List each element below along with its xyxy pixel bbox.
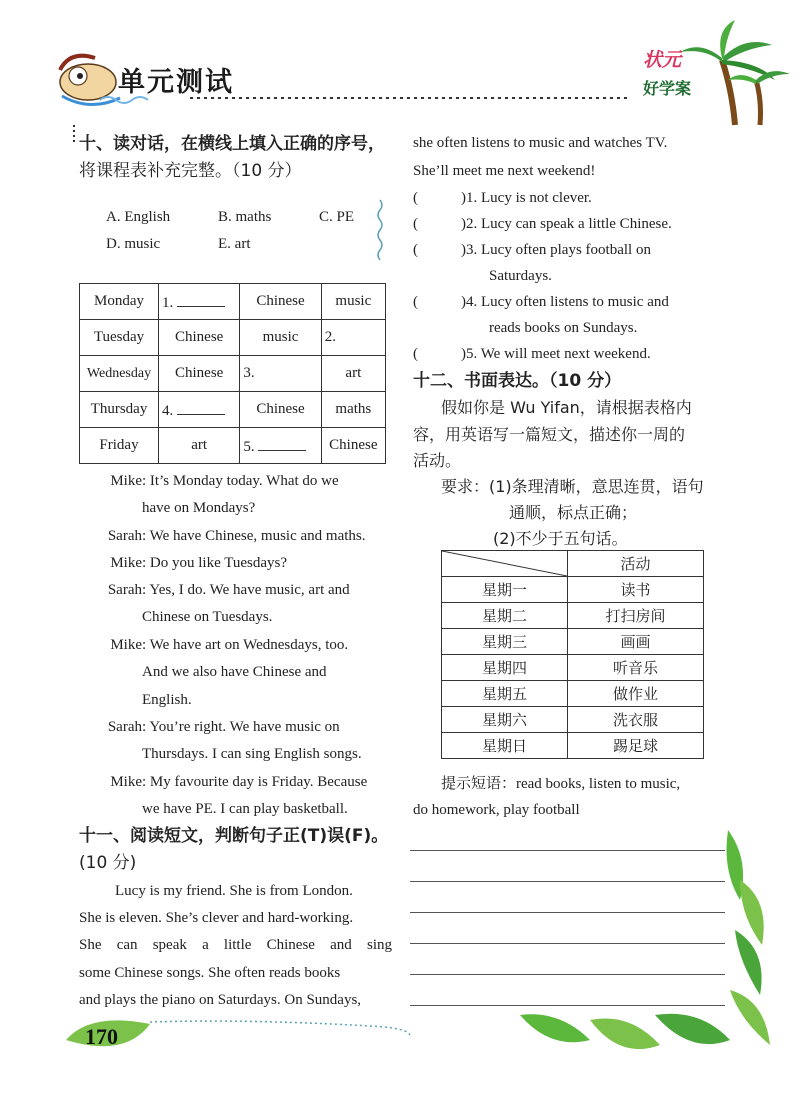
activity-cell: 做作业	[568, 681, 704, 707]
unit-test-title: 单元测试	[118, 67, 234, 98]
answer-blank[interactable]	[258, 436, 306, 451]
dialogue-line: Sarah: You’re right. We have music on	[86, 714, 340, 741]
blank-cell[interactable]	[240, 428, 321, 464]
activity-cell: 打扫房间	[568, 603, 704, 629]
writing-line[interactable]	[410, 850, 725, 851]
weekday-cell: 星期二	[442, 603, 568, 629]
speaker-name: Sarah	[107, 719, 142, 735]
weekday-cell: 星期一	[442, 577, 568, 603]
dialogue-line: Mike: Do you like Tuesdays?	[86, 550, 287, 577]
palm-tree-icon	[680, 20, 790, 125]
dialogue-text: Yes, I do. We have music, art and	[149, 582, 350, 598]
passage-line: She is eleven. She’s clever and hard-working.	[79, 910, 354, 926]
passage-line: She’ll meet me next weekend!	[413, 163, 596, 179]
option-a: A. English	[106, 209, 171, 225]
answer-paren[interactable]: (	[413, 190, 418, 206]
statement-text: )4. Lucy often listens to music and	[461, 294, 669, 310]
activity-cell: 洗衣服	[568, 707, 704, 733]
option-e: E. art	[218, 236, 251, 252]
table-row	[442, 733, 704, 759]
weekday-cell: 星期六	[442, 707, 568, 733]
requirement-line: (2)不少于五句话。	[493, 529, 628, 548]
table-row	[442, 629, 704, 655]
writing-line[interactable]	[410, 881, 725, 882]
dialogue-cont: Chinese on Tuesdays.	[142, 609, 273, 625]
subject-cell: Chinese	[240, 284, 321, 320]
dialogue-text: You’re right. We have music on	[149, 719, 340, 735]
table-row	[442, 707, 704, 733]
speaker-name: Sarah	[107, 528, 142, 544]
activity-cell: 画画	[568, 629, 704, 655]
answer-paren[interactable]: (	[413, 346, 418, 362]
subject-cell: art	[159, 428, 240, 464]
statement-cont: Saturdays.	[489, 268, 552, 284]
writing-line[interactable]	[410, 1005, 725, 1006]
passage-line: Lucy is my friend. She is from London.	[115, 883, 353, 899]
day-cell: Tuesday	[80, 320, 159, 356]
speaker-name: Sarah	[107, 582, 142, 598]
requirement-line: 要求：(1)条理清晰，意思连贯，语句	[441, 477, 704, 496]
prompt-line: 容，用英语写一篇短文，描述你一周的	[413, 425, 686, 444]
dialogue-cont: we have PE. I can play basketball.	[142, 801, 348, 817]
writing-line[interactable]	[410, 974, 725, 975]
table-row	[442, 577, 704, 603]
section11-title-line1: 十一、阅读短文，判断句子正(T)误(F)。	[79, 826, 389, 846]
passage-line: and plays the piano on Saturdays. On Sundays,	[79, 992, 362, 1008]
tf-statement[interactable]	[413, 289, 669, 315]
option-d: D. music	[106, 236, 161, 252]
table-row	[80, 428, 386, 464]
speaker-name: Mike	[110, 555, 142, 571]
subject-cell: music	[321, 284, 385, 320]
passage-line: She can speak a little Chinese and sing	[79, 937, 392, 953]
writing-line[interactable]	[410, 912, 725, 913]
table-row	[442, 681, 704, 707]
statement-text: )1. Lucy is not clever.	[461, 190, 592, 206]
weekday-cell: 星期五	[442, 681, 568, 707]
blank-number: 4.	[162, 402, 174, 419]
section11-title-line2: (10 分)	[79, 853, 137, 873]
tf-statement[interactable]	[413, 185, 592, 211]
diagonal-header-cell	[442, 551, 568, 577]
table-row	[80, 320, 386, 356]
dialogue-cont: Thursdays. I can sing English songs.	[142, 746, 362, 762]
statement-text: )5. We will meet next weekend.	[461, 346, 651, 362]
statement-text: )2. Lucy can speak a little Chinese.	[461, 216, 672, 232]
dialogue-line: Mike: It’s Monday today. What do we	[86, 468, 339, 495]
activity-cell: 踢足球	[568, 733, 704, 759]
answer-blank[interactable]	[177, 400, 225, 415]
page-number: 170	[85, 1024, 118, 1049]
tf-statement[interactable]	[413, 211, 672, 237]
section10-title-line2: 将课程表补充完整。（10 分）	[79, 161, 302, 181]
option-c: C. PE	[319, 209, 355, 225]
section12-title: 十二、书面表达。（10 分）	[413, 371, 622, 391]
subject-cell: art	[321, 356, 385, 392]
weekday-cell: 星期三	[442, 629, 568, 655]
dialogue-text: We have art on Wednesdays, too.	[149, 637, 349, 653]
day-cell: Friday	[80, 428, 159, 464]
blank-cell[interactable]	[321, 320, 385, 356]
blank-number: 2.	[324, 329, 336, 345]
dialogue-line: Mike: My favourite day is Friday. Because	[86, 769, 367, 796]
weekday-cell: 星期四	[442, 655, 568, 681]
subject-cell: Chinese	[240, 392, 321, 428]
dialogue-text: It’s Monday today. What do we	[149, 473, 339, 489]
day-cell: Thursday	[80, 392, 159, 428]
timetable	[79, 283, 386, 464]
hint-line: do homework, play football	[413, 802, 580, 818]
activity-header: 活动	[568, 551, 704, 577]
subject-cell: music	[240, 320, 321, 356]
passage-line: some Chinese songs. She often reads books	[79, 965, 341, 981]
activity-cell: 读书	[568, 577, 704, 603]
subject-cell: maths	[321, 392, 385, 428]
subject-cell: Chinese	[159, 356, 240, 392]
prompt-line: 假如你是 Wu Yifan，请根据表格内	[441, 398, 692, 417]
answer-blank[interactable]	[177, 292, 225, 307]
dialogue-cont: English.	[142, 692, 192, 708]
speaker-name: Mike	[110, 473, 142, 489]
day-cell: Wednesday	[80, 356, 159, 392]
statement-cont: reads books on Sundays.	[489, 320, 638, 336]
dialogue-line: Mike: We have art on Wednesdays, too.	[86, 632, 348, 659]
dialogue-text: My favourite day is Friday. Because	[149, 774, 368, 790]
day-cell: Monday	[80, 284, 159, 320]
blank-number: 3.	[243, 365, 255, 381]
section10-title-line1: 十、读对话，在横线上填入正确的序号，	[79, 134, 385, 154]
subject-cell: Chinese	[321, 428, 385, 464]
passage-line: she often listens to music and watches TV.	[413, 135, 668, 151]
brand-logo-top: 状元	[643, 49, 682, 71]
table-row	[442, 655, 704, 681]
speaker-name: Mike	[110, 774, 142, 790]
table-header-row	[442, 551, 704, 577]
tf-statement[interactable]	[413, 237, 651, 263]
answer-paren[interactable]: (	[413, 216, 418, 232]
table-row	[80, 284, 386, 320]
dialogue-line: Sarah: Yes, I do. We have music, art and	[86, 577, 350, 604]
blank-cell[interactable]	[159, 392, 240, 428]
blank-number: 1.	[162, 294, 174, 311]
dialogue-text: Do you like Tuesdays?	[149, 555, 288, 571]
table-row	[80, 356, 386, 392]
table-row	[80, 392, 386, 428]
speaker-name: Mike	[110, 637, 142, 653]
statement-text: )3. Lucy often plays football on	[461, 242, 651, 258]
activity-table	[441, 550, 704, 759]
answer-paren[interactable]: (	[413, 242, 418, 258]
table-row	[442, 603, 704, 629]
blank-cell[interactable]	[240, 356, 321, 392]
dialogue-cont: And we also have Chinese and	[142, 664, 327, 680]
tf-statement[interactable]	[413, 341, 651, 367]
blank-cell[interactable]	[159, 284, 240, 320]
option-b: B. maths	[218, 209, 272, 225]
dialogue-text: We have Chinese, music and maths.	[149, 528, 366, 544]
brand-logo-bottom: 好学案	[643, 79, 692, 98]
writing-line[interactable]	[410, 943, 725, 944]
activity-cell: 听音乐	[568, 655, 704, 681]
leaf-decoration-icon	[520, 830, 770, 1049]
requirement-line: 通顺，标点正确；	[509, 503, 638, 522]
weekday-cell: 星期日	[442, 733, 568, 759]
dialogue-line: Sarah: We have Chinese, music and maths.	[86, 523, 365, 550]
blank-number: 5.	[243, 438, 255, 455]
subject-cell: Chinese	[159, 320, 240, 356]
answer-paren[interactable]: (	[413, 294, 418, 310]
prompt-line: 活动。	[413, 451, 462, 470]
hint-line: 提示短语：read books, listen to music,	[441, 776, 681, 792]
dialogue-cont: have on Mondays?	[142, 500, 256, 516]
